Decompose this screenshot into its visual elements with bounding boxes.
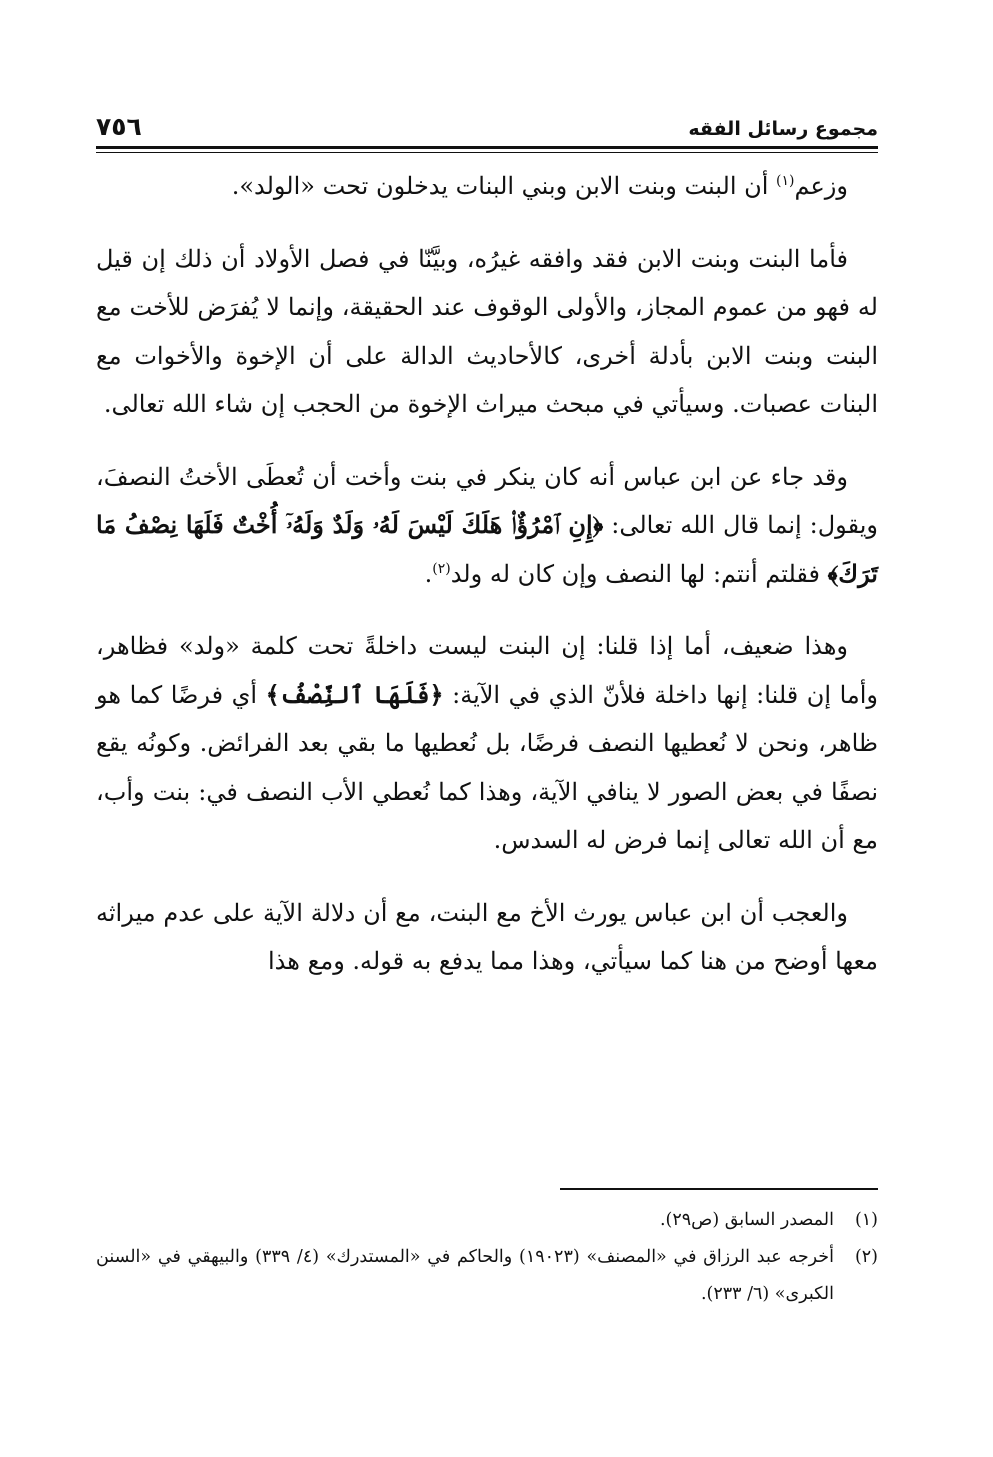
footnote-1-text: المصدر السابق (ص٢٩).	[659, 1210, 834, 1230]
header-rule-thick	[96, 146, 878, 149]
footnotes	[96, 1202, 878, 1313]
paragraph-4-text-before: وهذا ضعيف، أما إذا قلنا: إن البنت ليست داخلةً تحت كلمة «ولد» فظاهر، وأما إن قلنا: إنها داخلة فلأنّ الذي في الآية:	[96, 632, 878, 709]
paragraph-3-text-before: وقد جاء عن ابن عباس أنه كان ينكر في بنت وأخت أن تُعطَى الأختُ النصفَ، ويقول: إنما قال الله تعالى:	[96, 462, 878, 539]
book-page	[96, 112, 878, 1412]
paragraph-3	[96, 453, 878, 599]
paragraph-5: والعجب أن ابن عباس يورث الأخ مع البنت، مع أن دلالة الآية على عدم ميراثه معها أوضح من هنا كما سيأتي، وهذا مما يدفع به قوله. ومع هذا	[96, 898, 878, 975]
footnote-1-number: (١)	[854, 1210, 878, 1230]
paragraph-2: فأما البنت وبنت الابن فقد وافقه غيرُه، وبيَّنّا في فصل الأولاد أن ذلك إن قيل له فهو من عموم المجاز، والأولى الوقوف عند الحقيقة، وإنما لا يُفرَض للأخت مع البنت وبنت الابن بأدلة أخرى، كالأحاديث الدالة على أن الإخوة والأخوات مع البنات عصبات. وسيأتي في مبحث ميراث الإخوة من الحجب إن شاء الله تعالى.	[96, 244, 878, 418]
footnote-2-number: (٢)	[854, 1247, 878, 1267]
paragraph-4	[96, 622, 878, 865]
quran-verse-2: ﴿فَلَهَا ٱلنِّصْفُ﴾	[265, 679, 444, 709]
footnote-ref-2: (٢)	[432, 560, 451, 577]
paragraph-4-text-after: أي فرضًا كما هو ظاهر، ونحن لا نُعطيها النصف فرضًا، بل نُعطيها ما بقي بعد الفرائض. وكونُه يقع نصفًا في بعض الصور لا ينافي الآية، وهذا كما نُعطي الأب النصف في: بنت وأب، مع أن الله تعالى إنما فرض له السدس.	[96, 680, 879, 854]
paragraph-1-text: وزعم	[794, 172, 848, 200]
footnote-2	[96, 1239, 878, 1313]
main-text	[96, 162, 878, 986]
quran-verse-1: ﴿إِنِ ٱمْرُؤٌا۟ هَلَكَ لَيْسَ لَهُۥ وَلَدٌ وَلَهُۥٓ أُخْتٌ فَلَهَا نِصْفُ مَا تَرَكَ﴾	[96, 510, 878, 588]
running-header	[96, 112, 878, 152]
paragraph-1-rest: أن البنت وبنت الابن وبني البنات يدخلون تحت «الولد».	[231, 172, 777, 200]
paragraph-1	[96, 162, 878, 211]
footnote-1	[96, 1202, 878, 1239]
footnote-2-text: أخرجه عبد الرزاق في «المصنف» (١٩٠٢٣) والحاكم في «المستدرك» (٤/ ٣٣٩) والبيهقي في «السنن الكبرى» (٦/ ٢٣٣).	[96, 1247, 834, 1304]
paragraph-3-text-after: فقلتم أنتم: لها النصف وإن كان له ولد	[450, 559, 828, 588]
footnote-ref-1: (١)	[776, 173, 795, 189]
footnote-separator	[560, 1188, 878, 1190]
book-title: مجموع رسائل الفقه	[688, 118, 878, 140]
paragraph-3-end: .	[424, 559, 433, 588]
header-rule-thin	[96, 152, 878, 153]
page-number: ٧٥٦	[96, 112, 142, 141]
